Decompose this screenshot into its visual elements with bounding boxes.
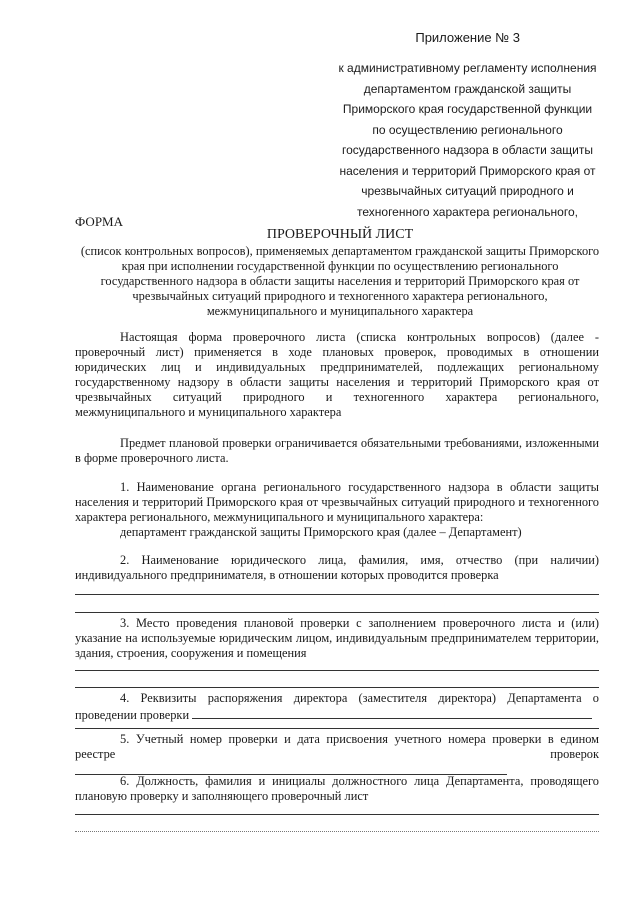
- subject-paragraph: [75, 436, 599, 466]
- item-6-fill-line[interactable]: [75, 831, 599, 832]
- item-2-fill-line[interactable]: [75, 594, 599, 595]
- document-subtitle: (список контрольных вопросов), применяемых департаментом гражданской защиты Приморского края при исполнении государственной функции по осуществлению регионального государственного надзора в области защиты населения и территорий Приморского края от чрезвычайных ситуаций природного и техногенного характера регионального, межмуниципального и муниципального характера: [80, 244, 600, 318]
- item-3-fill-line[interactable]: [75, 670, 599, 671]
- appendix-reference: [330, 58, 605, 219]
- item-4-fill-line[interactable]: [192, 706, 592, 719]
- item-4-label: 4. Реквизиты распоряжения директора (заместителя директора) Департамента о проведении проверки: [75, 691, 599, 722]
- subject-text: Предмет плановой проверки ограничивается обязательными требованиями, изложенными в форме проверочного листа.: [75, 436, 599, 465]
- item-1-text: 1. Наименование органа регионального государственного надзора в области защиты населения и территорий Приморского края от чрезвычайных ситуаций природного и техногенного характера регионального, межмуниципального и муниципального характера:: [75, 480, 599, 524]
- item-6-fill-line[interactable]: [75, 814, 599, 815]
- appendix-line: техногенного характера регионального,: [357, 204, 578, 219]
- item-6-text: 6. Должность, фамилия и инициалы должностного лица Департамента, проводящего плановую проверку и заполняющего проверочный лист: [75, 774, 599, 803]
- item-6: [75, 774, 599, 804]
- appendix-line: населения и территорий Приморского края от: [339, 163, 596, 178]
- appendix-line: государственного надзора в области защиты: [341, 143, 594, 157]
- item-4-text: [75, 691, 599, 723]
- appendix-line: к административному регламенту исполнения: [338, 61, 597, 75]
- item-3-text: 3. Место проведения плановой проверки с заполнением проверочного листа и (или) указание на используемые юридическим лицом, индивидуальным предпринимателем территории, здания, строения, сооружения и помещения: [75, 616, 599, 660]
- intro-text: Настоящая форма проверочного листа (списка контрольных вопросов) (далее - проверочный лист) применяется в ходе плановых проверок, проводимых в отношении юридических лиц и индивидуальных предпринимателей, подлежащих региональному государственному надзору в области защиты населения и территорий Приморского края от чрезвычайных ситуаций природного и техногенного характера регионального, межмуниципального и муниципального характера: [75, 330, 599, 419]
- form-label: ФОРМА: [75, 214, 123, 229]
- item-3: [75, 616, 599, 661]
- item-3-fill-line[interactable]: [75, 687, 599, 688]
- item-2: [75, 553, 599, 583]
- item-2-fill-line[interactable]: [75, 612, 599, 613]
- item-5: [75, 732, 599, 779]
- appendix-line: чрезвычайных ситуаций природного и: [361, 184, 574, 198]
- appendix-line: по осуществлению регионального: [372, 122, 563, 137]
- item-1: [75, 480, 599, 540]
- item-1-value: департамент гражданской защиты Приморского края (далее – Департамент): [120, 525, 522, 539]
- appendix-line: департаментом гражданской защиты: [363, 81, 572, 96]
- item-5-text: [75, 732, 599, 779]
- item-2-text: 2. Наименование юридического лица, фамилия, имя, отчество (при наличии) индивидуального предпринимателя, в отношении которых проводится проверка: [75, 553, 599, 582]
- intro-paragraph: [75, 330, 599, 420]
- document-title: ПРОВЕРОЧНЫЙ ЛИСТ: [266, 227, 414, 242]
- appendix-line: Приморского края государственной функции: [342, 102, 593, 116]
- item-5-label: 5. Учетный номер проверки и дата присвоения учетного номера проверки в едином реестре проверок: [75, 732, 599, 761]
- item-4: [75, 691, 599, 723]
- item-4-fill-line[interactable]: [75, 728, 599, 729]
- appendix-title: Приложение № 3: [415, 30, 520, 45]
